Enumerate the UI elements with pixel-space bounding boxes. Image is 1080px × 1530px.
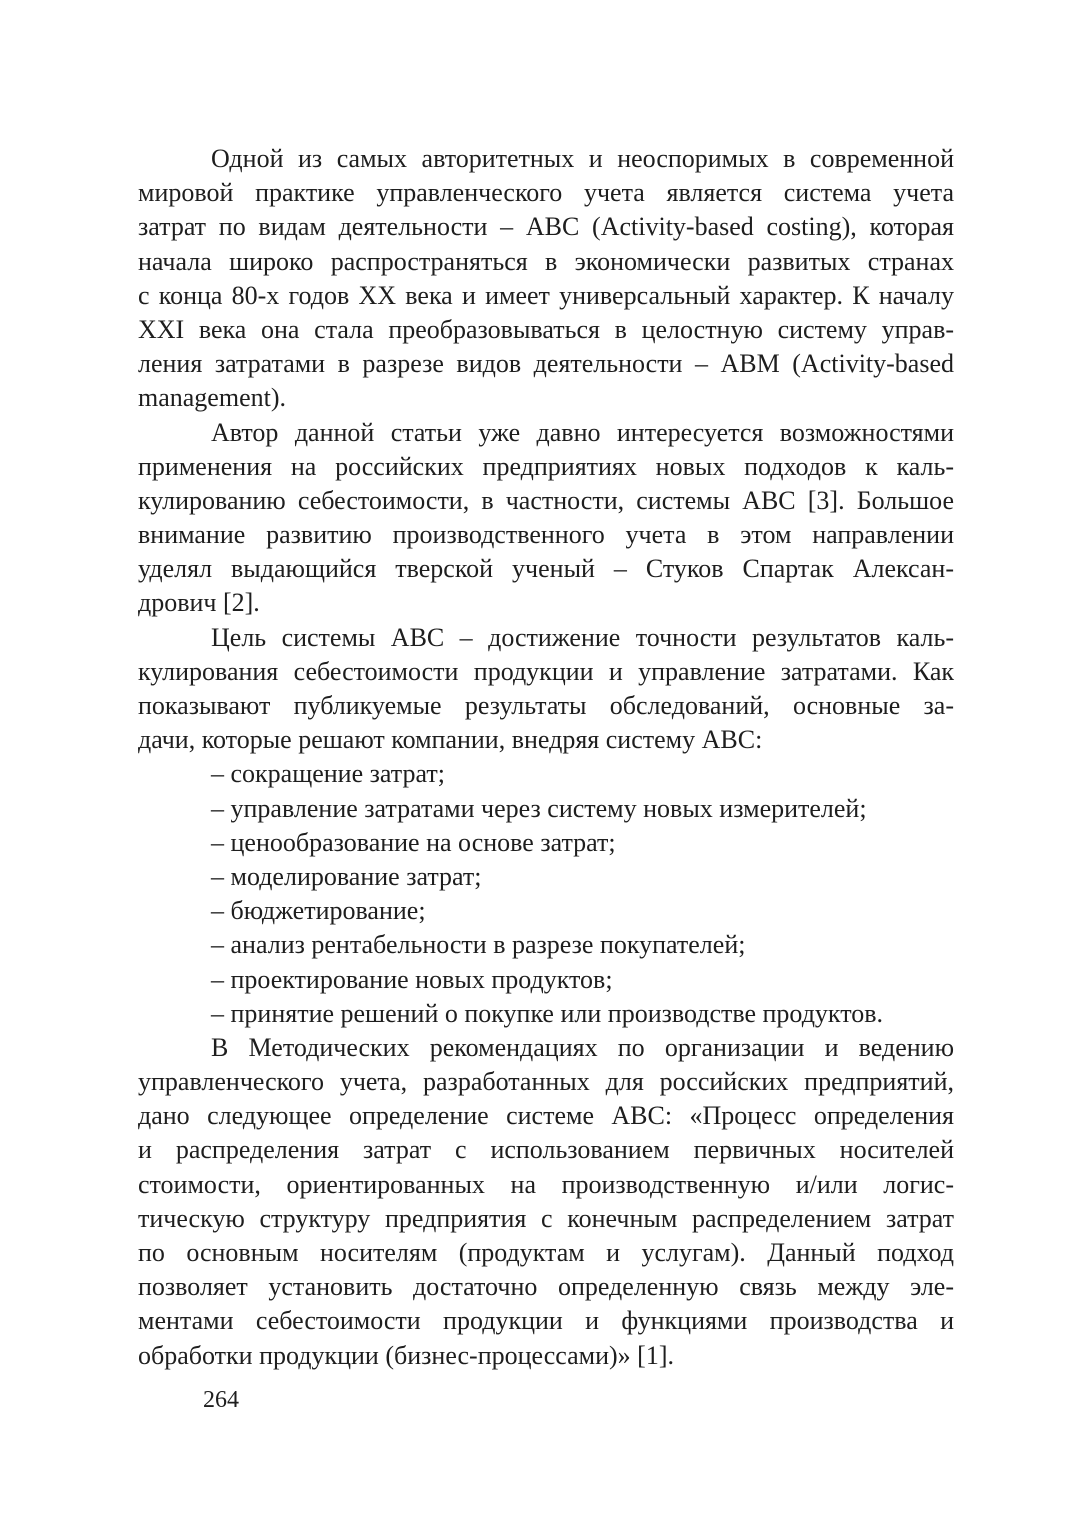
list-item: – управление затратами через систему новых измерителей; <box>211 793 867 823</box>
text-line: ления затратами в разрезе видов деятельности – ABM (Activity-based <box>138 349 954 379</box>
paragraph-4 <box>138 1031 954 1373</box>
text-line: стоимости, ориентированных на производственную и/или логис- <box>138 1169 954 1199</box>
text-line: управленческого учета, разработанных для российских предприятий, <box>138 1067 954 1097</box>
body-text <box>138 142 954 1373</box>
text-line: мировой практике управленческого учета является система учета <box>138 178 954 208</box>
text-line: XXI века она стала преобразовываться в целостную систему управ- <box>138 314 954 344</box>
list-item: – сокращение затрат; <box>211 759 445 789</box>
text-line: по основным носителям (продуктам и услугам). Данный подход <box>138 1238 954 1267</box>
text-line: позволяет установить достаточно определенную связь между эле- <box>138 1272 954 1302</box>
text-line: ментами себестоимости продукции и функциями производства и <box>138 1306 954 1336</box>
text-line: тическую структуру предприятия с конечным распределением затрат <box>138 1203 954 1233</box>
text-line: применения на российских предприятиях новых подходов к каль- <box>138 451 954 481</box>
list-item: – ценообразование на основе затрат; <box>211 827 616 857</box>
paragraph-1 <box>138 142 954 416</box>
list-item: – анализ рентабельности в разрезе покупателей; <box>211 930 746 960</box>
list-item: – моделирование затрат; <box>211 861 482 891</box>
text-line: затрат по видам деятельности – ABC (Activity-based costing), которая <box>138 212 954 242</box>
abc-tasks-list <box>138 757 954 1031</box>
paragraph-3 <box>138 621 954 758</box>
text-line: обработки продукции (бизнес-процессами)» [1]. <box>138 1340 674 1370</box>
text-line: кулированию себестоимости, в частности, системы ABC [3]. Большое <box>138 485 954 515</box>
text-line: Одной из самых авторитетных и неоспоримых в современной <box>211 144 954 173</box>
text-line: кулирования себестоимости продукции и управление затратами. Как <box>138 656 954 686</box>
text-line: уделял выдающийся тверской ученый – Стуков Спартак Алексан- <box>138 554 954 584</box>
text-line: Автор данной статьи уже давно интересуется возможностями <box>211 417 954 447</box>
list-item: – принятие решений о покупке или производстве продуктов. <box>211 998 884 1028</box>
text-line: Цель системы ABC – достижение точности результатов каль- <box>211 622 954 652</box>
list-item: – проектирование новых продуктов; <box>211 964 613 994</box>
text-line: показывают публикуемые результаты обследований, основные за- <box>138 691 954 720</box>
text-line: дачи, которые решают компании, внедряя систему ABC: <box>138 725 763 755</box>
text-line: начала широко распространяться в экономически развитых странах <box>138 246 954 276</box>
text-line: внимание развитию производственного учета в этом направлении <box>138 520 954 550</box>
text-line: дано следующее определение системе ABC: «Процесс определения <box>138 1101 954 1131</box>
text-line: дрович [2]. <box>138 588 260 618</box>
paragraph-2 <box>138 416 954 621</box>
page-number: 264 <box>203 1387 239 1413</box>
text-line: и распределения затрат с использованием первичных носителей <box>138 1135 954 1165</box>
text-line: В Методических рекомендациях по организации и ведению <box>211 1032 954 1062</box>
text-line: management). <box>138 383 286 413</box>
text-line: с конца 80-х годов XX века и имеет универсальный характер. К началу <box>138 280 954 310</box>
list-item: – бюджетирование; <box>211 896 426 926</box>
